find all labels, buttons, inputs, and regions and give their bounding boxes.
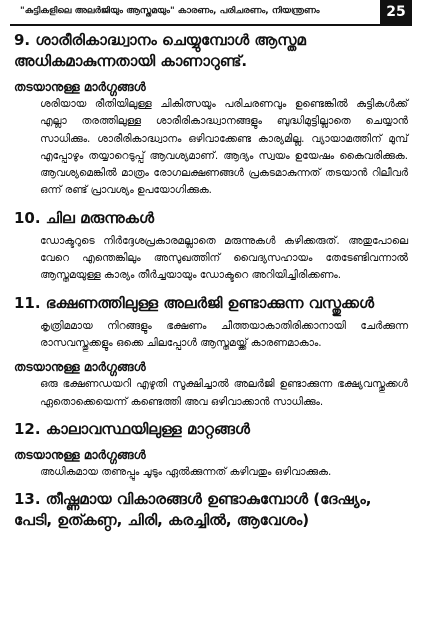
page-header	[10, 0, 412, 26]
section-10	[14, 208, 408, 285]
section-heading: 13. തീഷ്ണമായ വികാരങ്ങൾ ഉണ്ടാകുമ്പോൾ (ദേഷ്യം, പേടി, ഉത്കണ്ഠ, ചിരി, കരച്ചിൽ, ആവേശം)	[14, 490, 372, 530]
section-heading: 9. ശാരീരികാദ്ധ്വാനം ചെയ്യുമ്പോൾ ആസ്തമ അധികമാകുന്നതായി കാണാറുണ്ട്.	[14, 31, 306, 70]
prevention-subheading: തടയാനുള്ള മാർഗ്ഗങ്ങൾ	[14, 360, 146, 375]
section-paragraph: കൃത്രിമമായ നിറങ്ങളും ഭക്ഷണം ചീത്തയാകാതിരിക്കാനായി ചേർക്കുന്ന രാസവസ്തുക്കളും ഒക്കെ ചിലപ്പോൾ ആസ്തമയ്ക്ക് കാരണമാകാം.	[40, 319, 408, 349]
section-11	[14, 293, 408, 411]
page-number: 25	[380, 0, 412, 24]
section-heading: 11. ഭക്ഷണത്തിലുള്ള അലർജി ഉണ്ടാക്കുന്ന വസ്തുക്കൾ	[14, 293, 375, 312]
section-heading: 10. ചില മരുന്നുകൾ	[14, 208, 155, 227]
section-paragraph: ശരിയായ രീതിയിലുള്ള ചികിത്സയും പരിചരണവും ഉണ്ടെങ്കിൽ കുട്ടികൾക്ക് എല്ലാ തരത്തിലുള്ള ശാരീരികാദ്ധ്വാനങ്ങളും ബുദ്ധിമുട്ടില്ലാതെ ചെയ്യാൻ സാധിക്കും. ശാരീരികാദ്ധ്വാനം ഒഴിവാക്കേണ്ട കാര്യമില്ല. വ്യായാമത്തിന് മുമ്പ് എപ്പോഴും തയ്യാറെടുപ്പ് ആവശ്യമാണ്. ആദ്യം സ്വയം ഉയേഷം കൈവരിക്കുക. ആവശ്യമെങ്കിൽ മാത്രം രോഗലക്ഷണങ്ങൾ പ്രകടമാകുന്നത് തടയാൻ റിലീവർ ഒന്ന് രണ്ട് പ്രാവശ്യം ഉപയോഗിക്കുക.	[40, 98, 408, 197]
section-9	[14, 30, 408, 200]
section-paragraph-2: ഒരു ഭക്ഷണഡയറി എഴുതി സൂക്ഷിച്ചാൽ അലർജി ഉണ്ടാക്കുന്ന ഭക്ഷ്യവസ്തുക്കൾ ഏതൊക്കെയെന്ന് കണ്ടെത്തി അവ ഒഴിവാക്കാൻ സാധിക്കും.	[40, 378, 408, 408]
prevention-subheading: തടയാനുള്ള മാർഗ്ഗങ്ങൾ	[14, 80, 146, 94]
running-title: "കുട്ടികളിലെ അലർജിയും ആസ്തമയും" കാരണം, പരിചരണം, നിയന്ത്രണം	[20, 6, 320, 16]
section-13	[14, 489, 408, 531]
section-heading: 12. കാലാവസ്ഥയിലുള്ള മാറ്റങ്ങൾ	[14, 419, 250, 438]
section-12	[14, 419, 408, 481]
prevention-subheading: തടയാനുള്ള മാർഗ്ഗങ്ങൾ	[14, 447, 146, 462]
section-paragraph: അധികമായ തണുപ്പും ചൂടും ഏൽക്കുന്നത് കഴിവതും ഒഴിവാക്കുക.	[40, 465, 332, 478]
section-paragraph: ഡോക്ടറുടെ നിർദ്ദേശപ്രകാരമല്ലാതെ മരുന്നുകൾ കഴിക്കരുത്. അതുപോലെ വേറെ എന്തെങ്കിലും അസുഖത്തിന് വൈദ്യസഹായം തേടേണ്ടിവന്നാൽ ആസ്തമയുള്ള കാര്യം തീർച്ചയായും ഡോക്ടറെ അറിയിച്ചിരിക്കണം.	[40, 234, 408, 282]
